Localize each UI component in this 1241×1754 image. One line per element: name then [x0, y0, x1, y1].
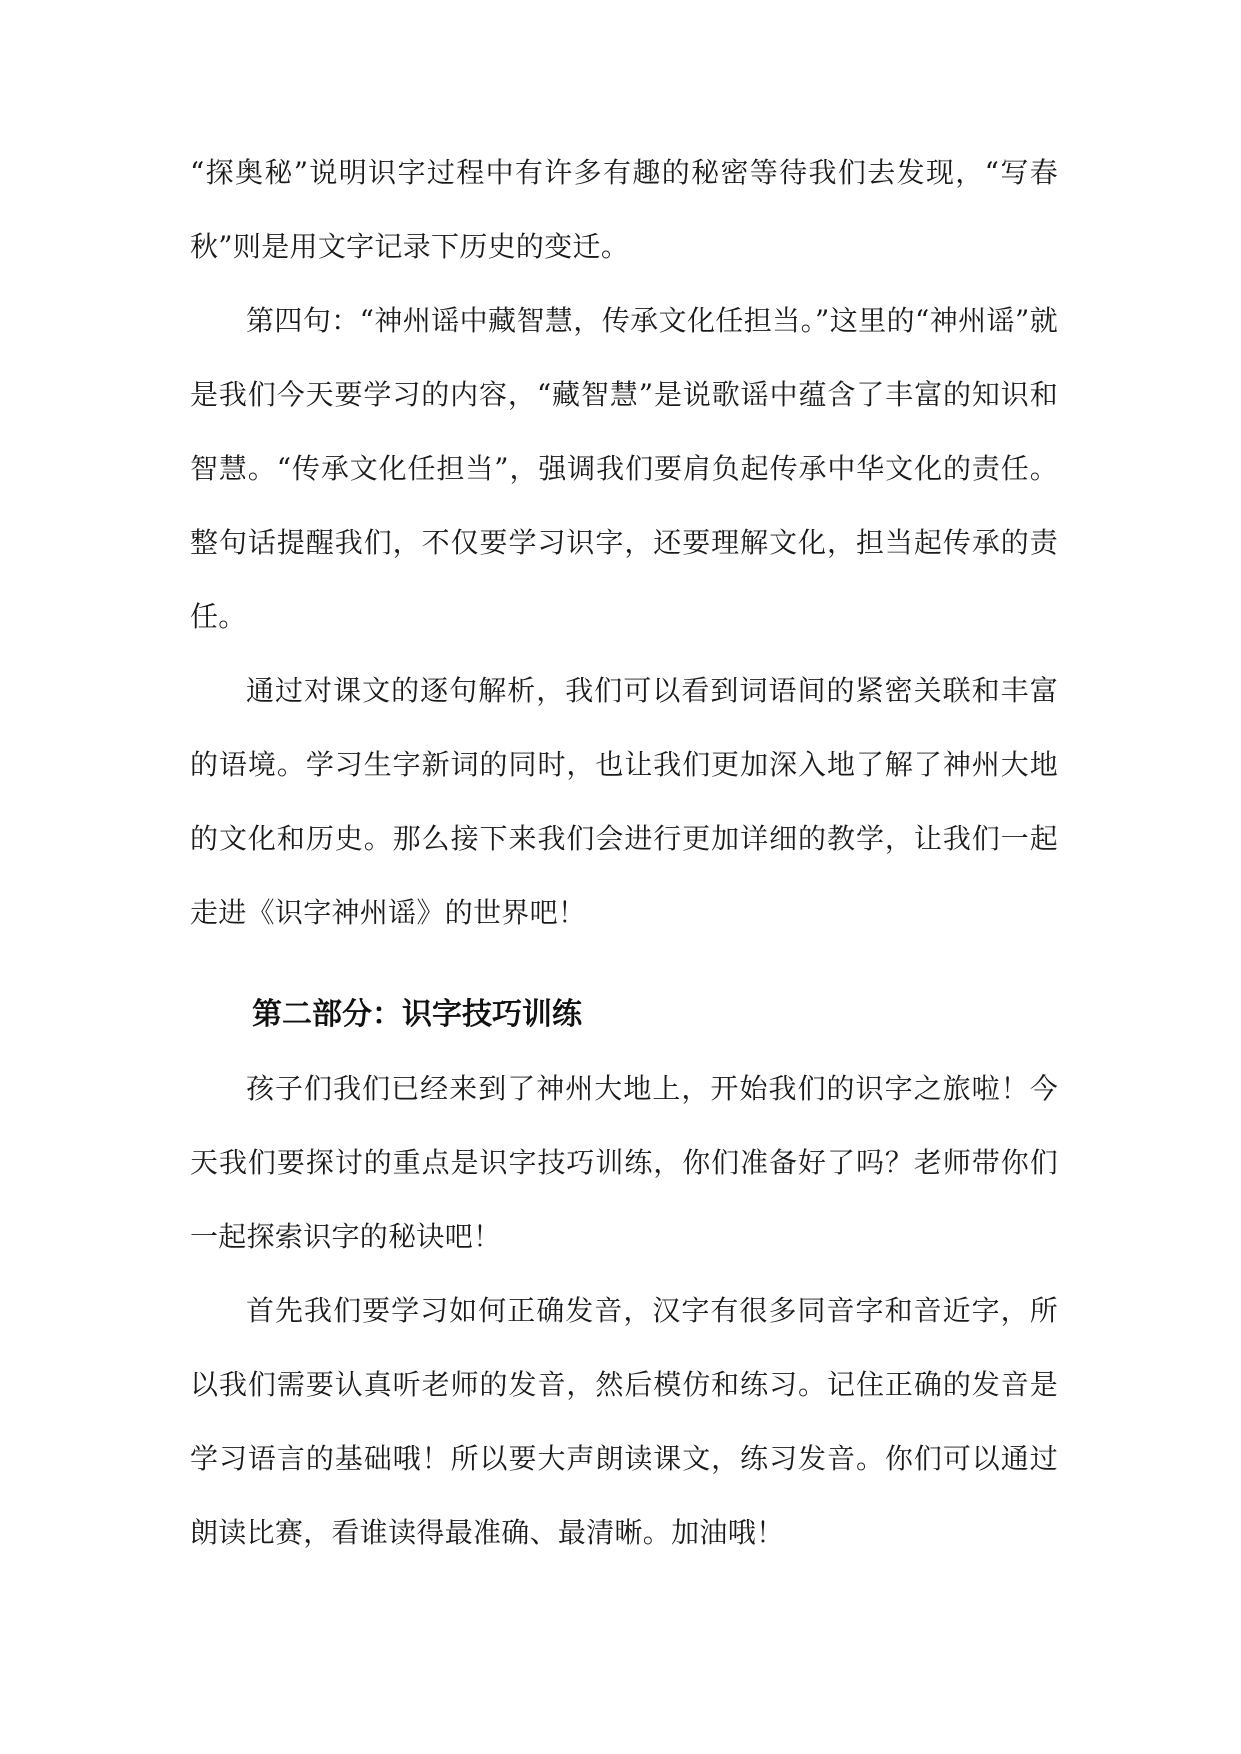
paragraph-continuation: “探奥秘”说明识字过程中有许多有趣的秘密等待我们去发现，“写春秋”则是用文字记录下历史的变迁。 [190, 156, 1058, 263]
paragraph-intro: 孩子们我们已经来到了神州大地上，开始我们的识字之旅啦！今天我们要探讨的重点是识字技巧训练，你们准备好了吗？老师带你们一起探索识字的秘诀吧！ [190, 1072, 1058, 1253]
paragraph-summary: 通过对课文的逐句解析，我们可以看到词语间的紧密关联和丰富的语境。学习生字新词的同时，也让我们更加深入地了解了神州大地的文化和历史。那么接下来我们会进行更加详细的教学，让我们一起走进《识字神州谣》的世界吧！ [190, 674, 1058, 929]
paragraph-pronunciation: 首先我们要学习如何正确发音，汉字有很多同音字和音近字，所以我们需要认真听老师的发音，然后模仿和练习。记住正确的发音是学习语言的基础哦！所以要大声朗读课文，练习发音。你们可以通过朗读比赛，看谁读得最准确、最清晰。加油哦！ [190, 1294, 1058, 1549]
paragraph-fourth-sentence: 第四句：“神州谣中藏智慧，传承文化任担当。”这里的“神州谣”就是我们今天要学习的内容，“藏智慧”是说歌谣中蕴含了丰富的知识和智慧。“传承文化任担当”，强调我们要肩负起传承中华文化的责任。整句话提醒我们，不仅要学习识字，还要理解文化，担当起传承的责任。 [190, 304, 1058, 633]
section-heading: 第二部分：识字技巧训练 [252, 997, 582, 1032]
document-page [190, 136, 1058, 1570]
section-spacer [190, 950, 1058, 978]
